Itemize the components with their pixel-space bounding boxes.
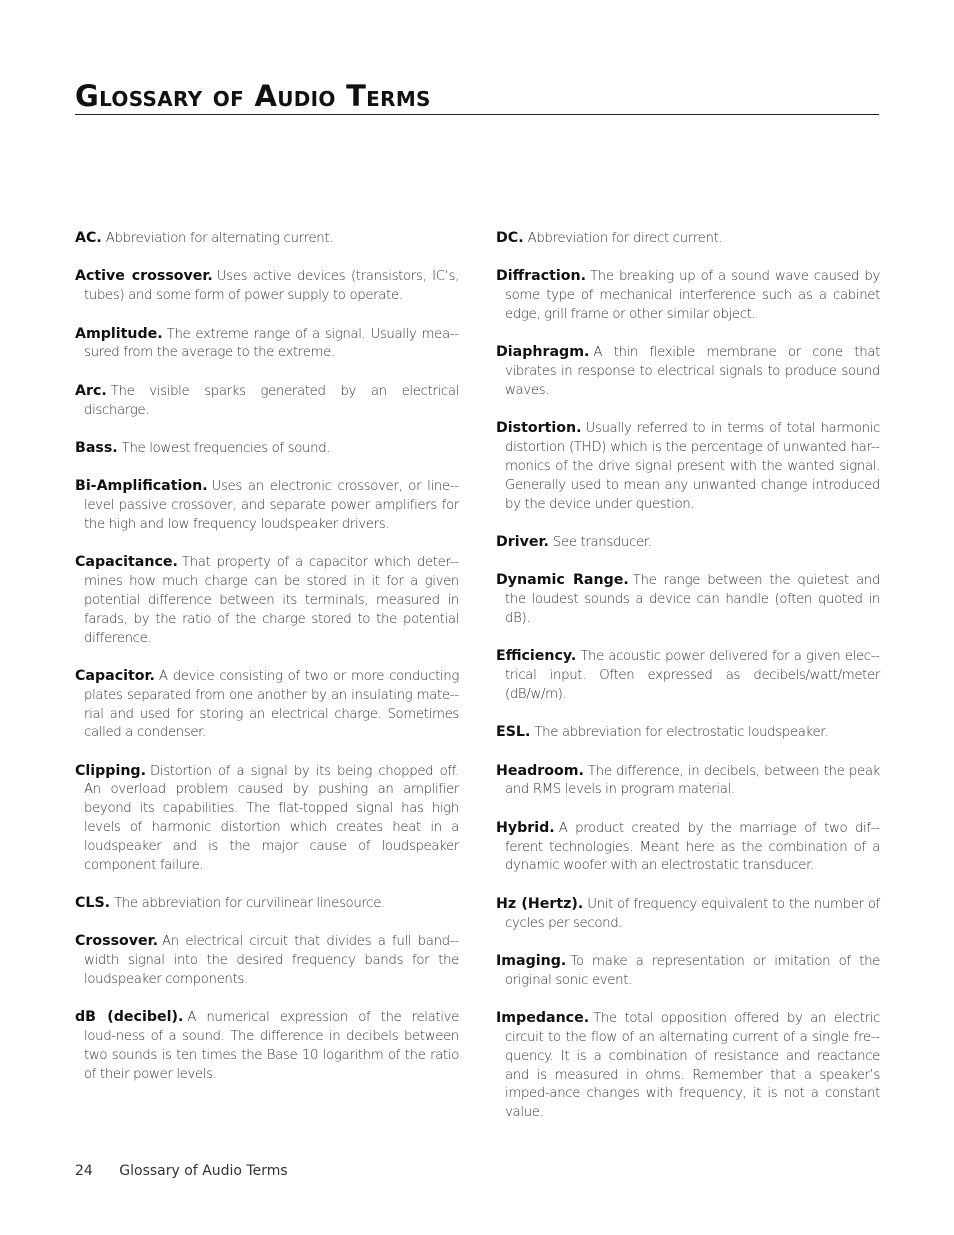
glossary-column-left bbox=[75, 229, 459, 1103]
glossary-definition: That property of a capacitor which deter-mines how much charge can be stored in it for a given potential difference between its terminals, measured in farads, by the ratio of the charge stored to the potential difference. bbox=[84, 555, 459, 646]
glossary-definition: An electrical circuit that divides a full band-width signal into the desired frequency bands for the loudspeaker components. bbox=[84, 934, 459, 988]
page-footer bbox=[75, 1163, 288, 1179]
glossary-entry bbox=[75, 932, 459, 989]
glossary-entry bbox=[496, 571, 880, 628]
glossary-term: Impedance. bbox=[496, 1010, 590, 1027]
glossary-term: Efficiency. bbox=[496, 648, 577, 665]
glossary-entry bbox=[75, 267, 459, 306]
glossary-definition: A product created by the marriage of two dif-ferent technologies. Meant here as the combination of a dynamic woofer with an electrostatic transducer. bbox=[505, 820, 880, 874]
glossary-definition: The acoustic power delivered for a given elec-trical input. Often expressed as decibels/watt/meter (dB/w/m). bbox=[505, 649, 880, 702]
glossary-definition: Uses active devices (transistors, IC’s, tubes) and some form of power supply to operate. bbox=[84, 269, 459, 304]
glossary-term: Dynamic Range. bbox=[496, 572, 629, 589]
glossary-entry bbox=[496, 229, 880, 249]
running-title: Glossary of Audio Terms bbox=[119, 1163, 288, 1179]
glossary-term: Driver. bbox=[496, 533, 549, 550]
glossary-term: Active crossover. bbox=[75, 268, 213, 285]
glossary-entry bbox=[75, 325, 459, 364]
page-title: Glossary of Audio Terms bbox=[75, 80, 879, 115]
glossary-definition: Usually referred to in terms of total harmonic distortion (THD) which is the percentage of unwanted har-monics of the drive signal present with the wanted signal. Generally used to mean any unwanted change introduced by the device under question. bbox=[505, 421, 880, 512]
glossary-definition: The extreme range of a signal. Usually mea-sured from the average to the extreme. bbox=[84, 326, 459, 361]
glossary-entry bbox=[75, 894, 459, 914]
glossary-definition: The breaking up of a sound wave caused by some type of mechanical interference such as a cabinet edge, grill frame or other similar object. bbox=[505, 269, 880, 322]
glossary-entry bbox=[75, 382, 459, 421]
glossary-entry bbox=[75, 439, 459, 459]
glossary-entry bbox=[75, 1008, 459, 1084]
glossary-entry bbox=[496, 267, 880, 324]
glossary-definition: Distortion of a signal by its being chopped off. An overload problem caused by pushing an amplifier beyond its capabilities. The flat-topped signal has high levels of harmonic distortion which creates heat in a loudspeaker and is the major cause of loudspeaker component failure. bbox=[84, 763, 459, 873]
glossary-entry bbox=[75, 229, 459, 249]
glossary-entry bbox=[496, 647, 880, 704]
glossary-definition: To make a representation or imitation of the original sonic event. bbox=[505, 954, 880, 988]
glossary-definition: The difference, in decibels, between the peak and RMS levels in program material. bbox=[505, 763, 880, 798]
glossary-entry bbox=[496, 533, 880, 553]
glossary-definition: A numerical expression of the relative loud-ness of a sound. The difference in decibels between two sounds is ten times the Base 10 logarithm of the ratio of their power levels. bbox=[84, 1010, 459, 1082]
glossary-term: Capacitor. bbox=[75, 667, 155, 684]
glossary-term: Amplitude. bbox=[75, 325, 163, 342]
glossary-term: AC. bbox=[75, 230, 102, 246]
glossary-definition: Uses an electronic crossover, or line-level passive crossover, and separate power amplifiers for the high and low frequency loudspeaker drivers. bbox=[84, 479, 459, 532]
glossary-definition: See transducer. bbox=[552, 534, 652, 550]
glossary-definition: The abbreviation for electrostatic loudspeaker. bbox=[534, 725, 829, 741]
glossary-entry bbox=[75, 553, 459, 648]
glossary-term: Diaphragm. bbox=[496, 344, 590, 361]
glossary-entry bbox=[496, 819, 880, 876]
glossary-entry bbox=[75, 477, 459, 534]
glossary-term: Hz (Hertz). bbox=[496, 895, 584, 912]
glossary-entry bbox=[496, 723, 880, 743]
glossary-entry bbox=[496, 419, 880, 514]
glossary-entry bbox=[75, 762, 459, 876]
glossary-term: Headroom. bbox=[496, 762, 584, 779]
glossary-definition: A device consisting of two or more conducting plates separated from one another by an insulating mate-rial and used for storing an electrical charge. Sometimes called a condenser. bbox=[84, 668, 459, 741]
glossary-term: Diffraction. bbox=[496, 268, 586, 285]
glossary-term: Capacitance. bbox=[75, 554, 178, 571]
glossary-definition: The lowest frequencies of sound. bbox=[121, 440, 331, 456]
glossary-definition: The total opposition offered by an electric circuit to the flow of an alternating current of a single fre-quency. It is a combination of resistance and reactance and is measured in ohms. Remember that a speaker’s imped-ance changes with frequency, it is not a constant value. bbox=[505, 1011, 880, 1121]
glossary-term: Distortion. bbox=[496, 420, 582, 437]
glossary-definition: A thin flexible membrane or cone that vibrates in response to electrical signals to produce sound waves. bbox=[505, 345, 880, 398]
glossary-definition: The range between the quietest and the loudest sounds a device can handle (often quoted in dB). bbox=[505, 573, 880, 626]
glossary-term: Imaging. bbox=[496, 953, 567, 970]
glossary-entry bbox=[75, 667, 459, 743]
glossary-term: Bass. bbox=[75, 439, 118, 456]
glossary-term: ESL. bbox=[496, 724, 531, 741]
glossary-entry bbox=[496, 762, 880, 801]
glossary-definition: Abbreviation for alternating current. bbox=[105, 231, 334, 246]
glossary-term: dB (decibel). bbox=[75, 1009, 184, 1026]
glossary-term: Arc. bbox=[75, 382, 107, 399]
glossary-column-right bbox=[496, 229, 880, 1142]
glossary-entry bbox=[496, 895, 880, 934]
glossary-entry bbox=[496, 952, 880, 991]
glossary-term: Clipping. bbox=[75, 762, 146, 779]
glossary-definition: The abbreviation for curvilinear linesource. bbox=[114, 896, 385, 912]
glossary-entry bbox=[496, 1009, 880, 1123]
glossary-term: Bi-Amplification. bbox=[75, 478, 208, 495]
glossary-term: Hybrid. bbox=[496, 819, 555, 836]
glossary-definition: Unit of frequency equivalent to the number of cycles per second. bbox=[505, 896, 880, 931]
glossary-definition: Abbreviation for direct current. bbox=[527, 231, 723, 246]
glossary-term: CLS. bbox=[75, 895, 111, 912]
glossary-definition: The visible sparks generated by an electrical discharge. bbox=[84, 383, 459, 418]
page-number: 24 bbox=[75, 1163, 93, 1179]
glossary-term: DC. bbox=[496, 230, 524, 246]
glossary-entry bbox=[496, 343, 880, 400]
glossary-term: Crossover. bbox=[75, 933, 159, 950]
